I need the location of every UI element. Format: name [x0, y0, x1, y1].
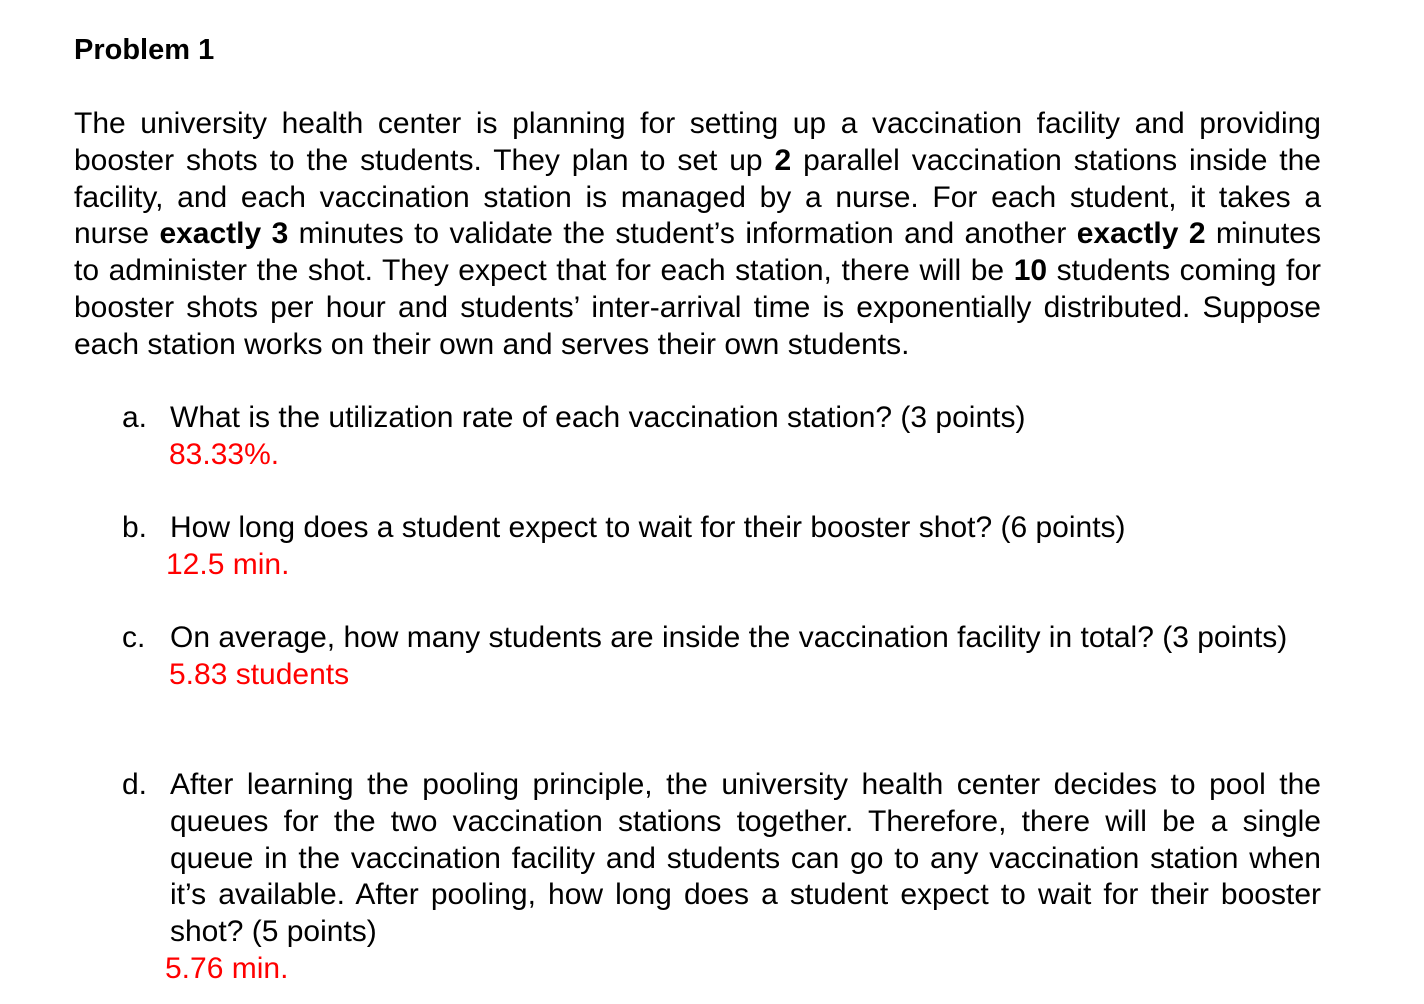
- problem-title: Problem 1: [74, 34, 215, 66]
- answer-text: 5.76 min.: [165, 951, 289, 985]
- question-letter: c.: [122, 621, 146, 654]
- question-letter: d.: [122, 768, 148, 801]
- intro-text-1: The university health center is planning for setting up a vaccination facility and providing booster shots to the students. They plan to set up: [74, 107, 1321, 177]
- question-b: [122, 510, 1321, 584]
- problem-statement: [74, 106, 1321, 364]
- intro-text-4: minutes to administer the shot. They expect that for each station, there will be: [74, 217, 1321, 288]
- intro-validate-time: exactly 3: [159, 217, 289, 251]
- question-d: [122, 767, 1321, 988]
- intro-text-5: students coming for booster shots per hour and students’ inter-arrival time is exponentially distributed. Suppose each station works on their own and serves their own students.: [74, 254, 1321, 361]
- answer-text: 83.33%.: [169, 437, 280, 471]
- answer-text: 5.83 students: [169, 657, 350, 691]
- question-letter: a.: [122, 401, 148, 434]
- intro-text-2: parallel vaccination stations inside the facility, and each vaccination station is managed by a nurse. For each student, it takes a nurse: [74, 143, 1321, 251]
- question-text: On average, how many students are inside the vaccination facility in total? (3 points): [170, 621, 1288, 654]
- intro-text-3: minutes to validate the student’s information and another: [288, 217, 1077, 251]
- question-c: [122, 620, 1321, 694]
- intro-shot-time: exactly 2: [1076, 217, 1206, 251]
- answer-text: 12.5 min.: [166, 547, 290, 581]
- question-text: After learning the pooling principle, the university health center decides to pool the queues for the two vaccination stations together. Therefore, there will be a single queue in the vaccination facility and students can go to any vaccination station when it’s available. After pooling, how long does a student expect to wait for their booster shot? (5 points): [170, 768, 1321, 949]
- question-letter: b.: [122, 511, 148, 544]
- question-a: [122, 400, 1321, 474]
- question-text: What is the utilization rate of each vaccination station? (3 points): [170, 401, 1026, 434]
- intro-arrival-rate: 10: [1013, 254, 1048, 288]
- intro-stations-count: 2: [774, 143, 792, 177]
- question-text: How long does a student expect to wait for their booster shot? (6 points): [170, 511, 1126, 544]
